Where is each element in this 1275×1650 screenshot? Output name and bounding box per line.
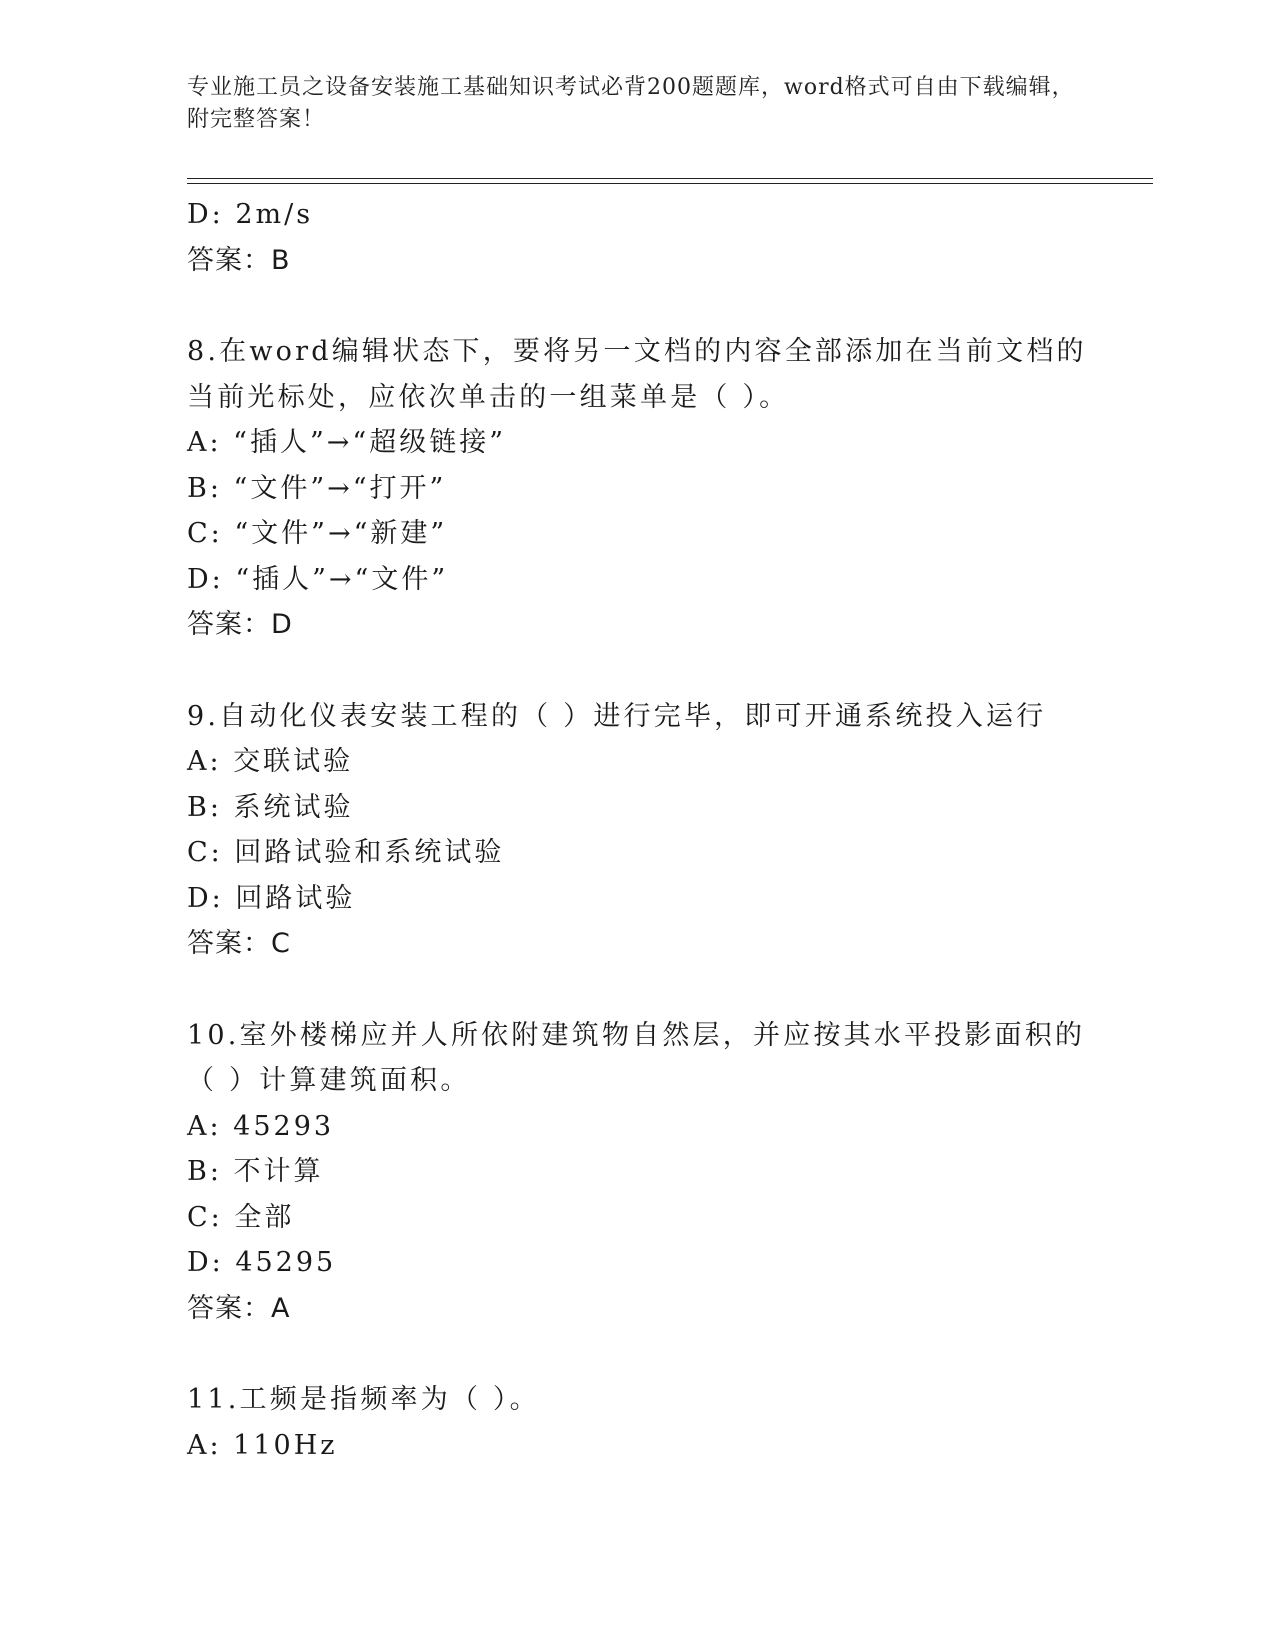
option-a: A: 45293 <box>187 1110 335 1142</box>
option-a: A: 交联试验 <box>187 746 354 777</box>
option-b: B: “文件”→“打开” <box>187 472 447 504</box>
option-d: D: 45295 <box>187 1247 337 1278</box>
answer: 答案：B <box>187 244 291 276</box>
question-stem: 10.室外楼梯应并人所依附建筑物自然层，并应按其水平投影面积的（ ）计算建筑面积。 <box>187 1019 1086 1096</box>
option-b: B: 不计算 <box>187 1156 324 1187</box>
question-stem: 8.在word编辑状态下，要将另一文档的内容全部添加在当前文档的当前光标处，应依次单击的一组菜单是（ ）。 <box>187 336 1087 413</box>
option-b: B: 系统试验 <box>187 791 354 823</box>
option-a: A: 110Hz <box>187 1429 338 1461</box>
answer: 答案：A <box>187 1292 291 1324</box>
question-10 <box>187 1013 1087 1332</box>
question-8 <box>187 329 1087 648</box>
option-c: C: “文件”→“新建” <box>187 518 448 549</box>
option-a: A: “插人”→“超级链接” <box>187 427 507 458</box>
question-stem: 9.自动化仪表安装工程的（ ）进行完毕，即可开通系统投入运行 <box>187 700 1047 732</box>
option-d: D: “插人”→“文件” <box>187 563 449 595</box>
option-d: D: 回路试验 <box>187 882 356 914</box>
option-c: C: 回路试验和系统试验 <box>187 837 505 868</box>
document-header: 专业施工员之设备安装施工基础知识考试必背200题题库，word格式可自由下载编辑，附完整答案！ <box>187 75 1075 132</box>
question-9 <box>187 694 1087 967</box>
question-11 <box>187 1377 1087 1468</box>
question-list <box>187 192 1087 1468</box>
option-c: C: 全部 <box>187 1201 295 1233</box>
answer: 答案：C <box>187 928 291 959</box>
header-rule-bottom <box>187 183 1153 184</box>
header-rule-top <box>187 178 1153 179</box>
question-stem: 11.工频是指频率为（ ）。 <box>187 1384 540 1415</box>
answer: 答案：D <box>187 609 293 640</box>
question-7 <box>187 192 1087 283</box>
option-d: D: 2m/s <box>187 199 314 230</box>
